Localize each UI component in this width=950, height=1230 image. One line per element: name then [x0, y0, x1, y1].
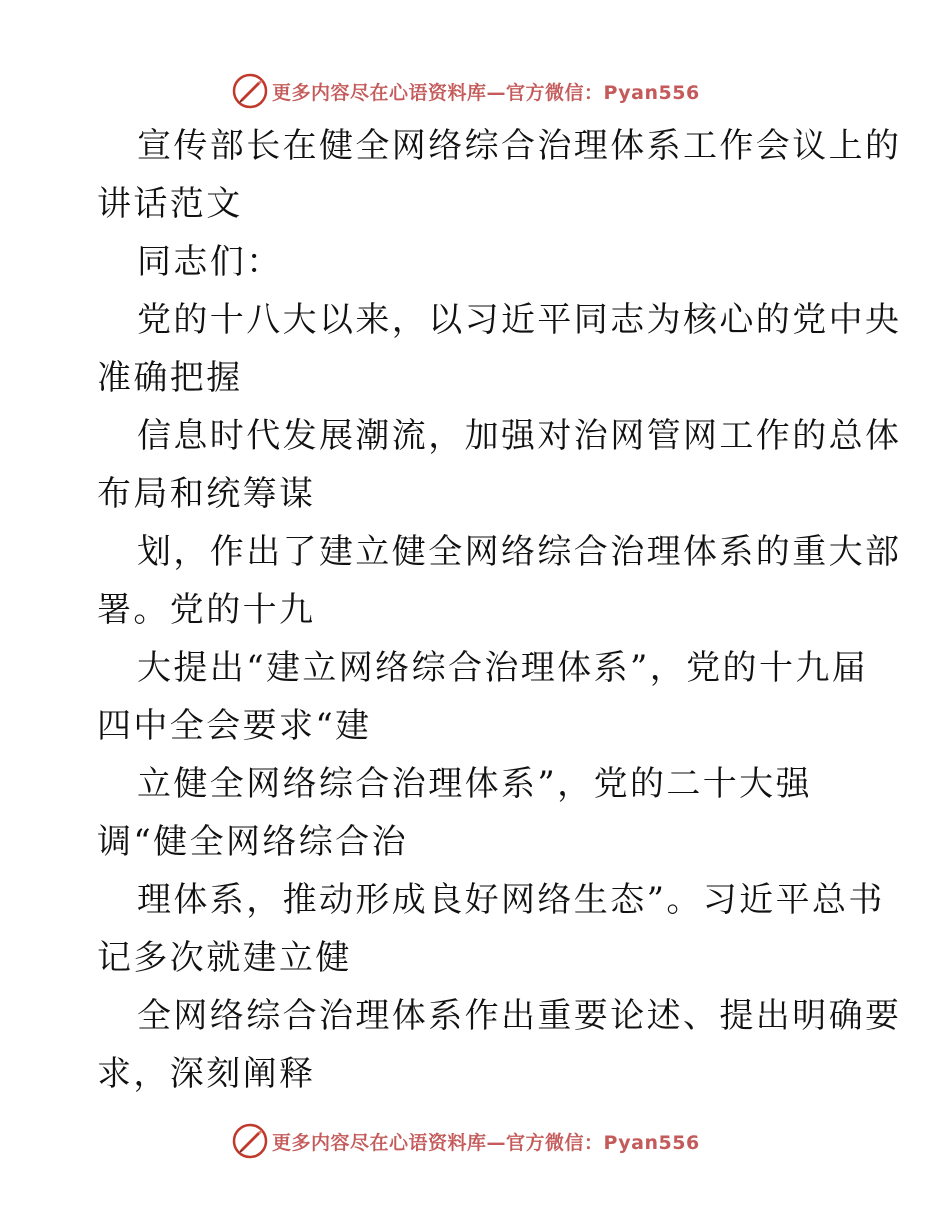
- text-line: 理体系，推动形成良好网络生态”。习近平总书: [137, 880, 885, 920]
- text-line: 全网络综合治理体系作出重要论述、提出明确要: [137, 996, 902, 1036]
- text-line: 同志们：: [137, 242, 283, 282]
- text-line: 求，深刻阐释: [97, 1054, 316, 1094]
- quill-pen-seal-icon: [232, 1123, 268, 1159]
- text-line: 划，作出了建立健全网络综合治理体系的重大部: [137, 532, 902, 572]
- header-watermark-banner: [232, 71, 700, 111]
- banner-text: 更多内容尽在心语资料库—官方微信：Pyan556: [272, 81, 700, 104]
- text-line: 大提出“建立网络综合治理体系”，党的十九届: [137, 648, 869, 688]
- text-line: 讲话范文: [97, 184, 243, 224]
- text-line: 立健全网络综合治理体系”，党的二十大强: [137, 764, 812, 804]
- text-line: 信息时代发展潮流，加强对治网管网工作的总体: [137, 416, 902, 456]
- text-line: 署。党的十九: [97, 590, 316, 630]
- quill-pen-seal-icon: [232, 73, 268, 109]
- footer-watermark-banner: [232, 1121, 700, 1161]
- document-body: [97, 117, 902, 1103]
- text-line: 布局和统筹谋: [97, 474, 316, 514]
- text-line: 四中全会要求“建: [97, 706, 372, 746]
- text-line: 宣传部长在健全网络综合治理体系工作会议上的: [137, 126, 902, 166]
- text-line: 记多次就建立健: [97, 938, 352, 978]
- banner-text: 更多内容尽在心语资料库—官方微信：Pyan556: [272, 1131, 700, 1154]
- text-line: 党的十八大以来，以习近平同志为核心的党中央: [137, 300, 902, 340]
- text-line: 调“健全网络综合治: [97, 822, 408, 862]
- text-line: 准确把握: [97, 358, 243, 398]
